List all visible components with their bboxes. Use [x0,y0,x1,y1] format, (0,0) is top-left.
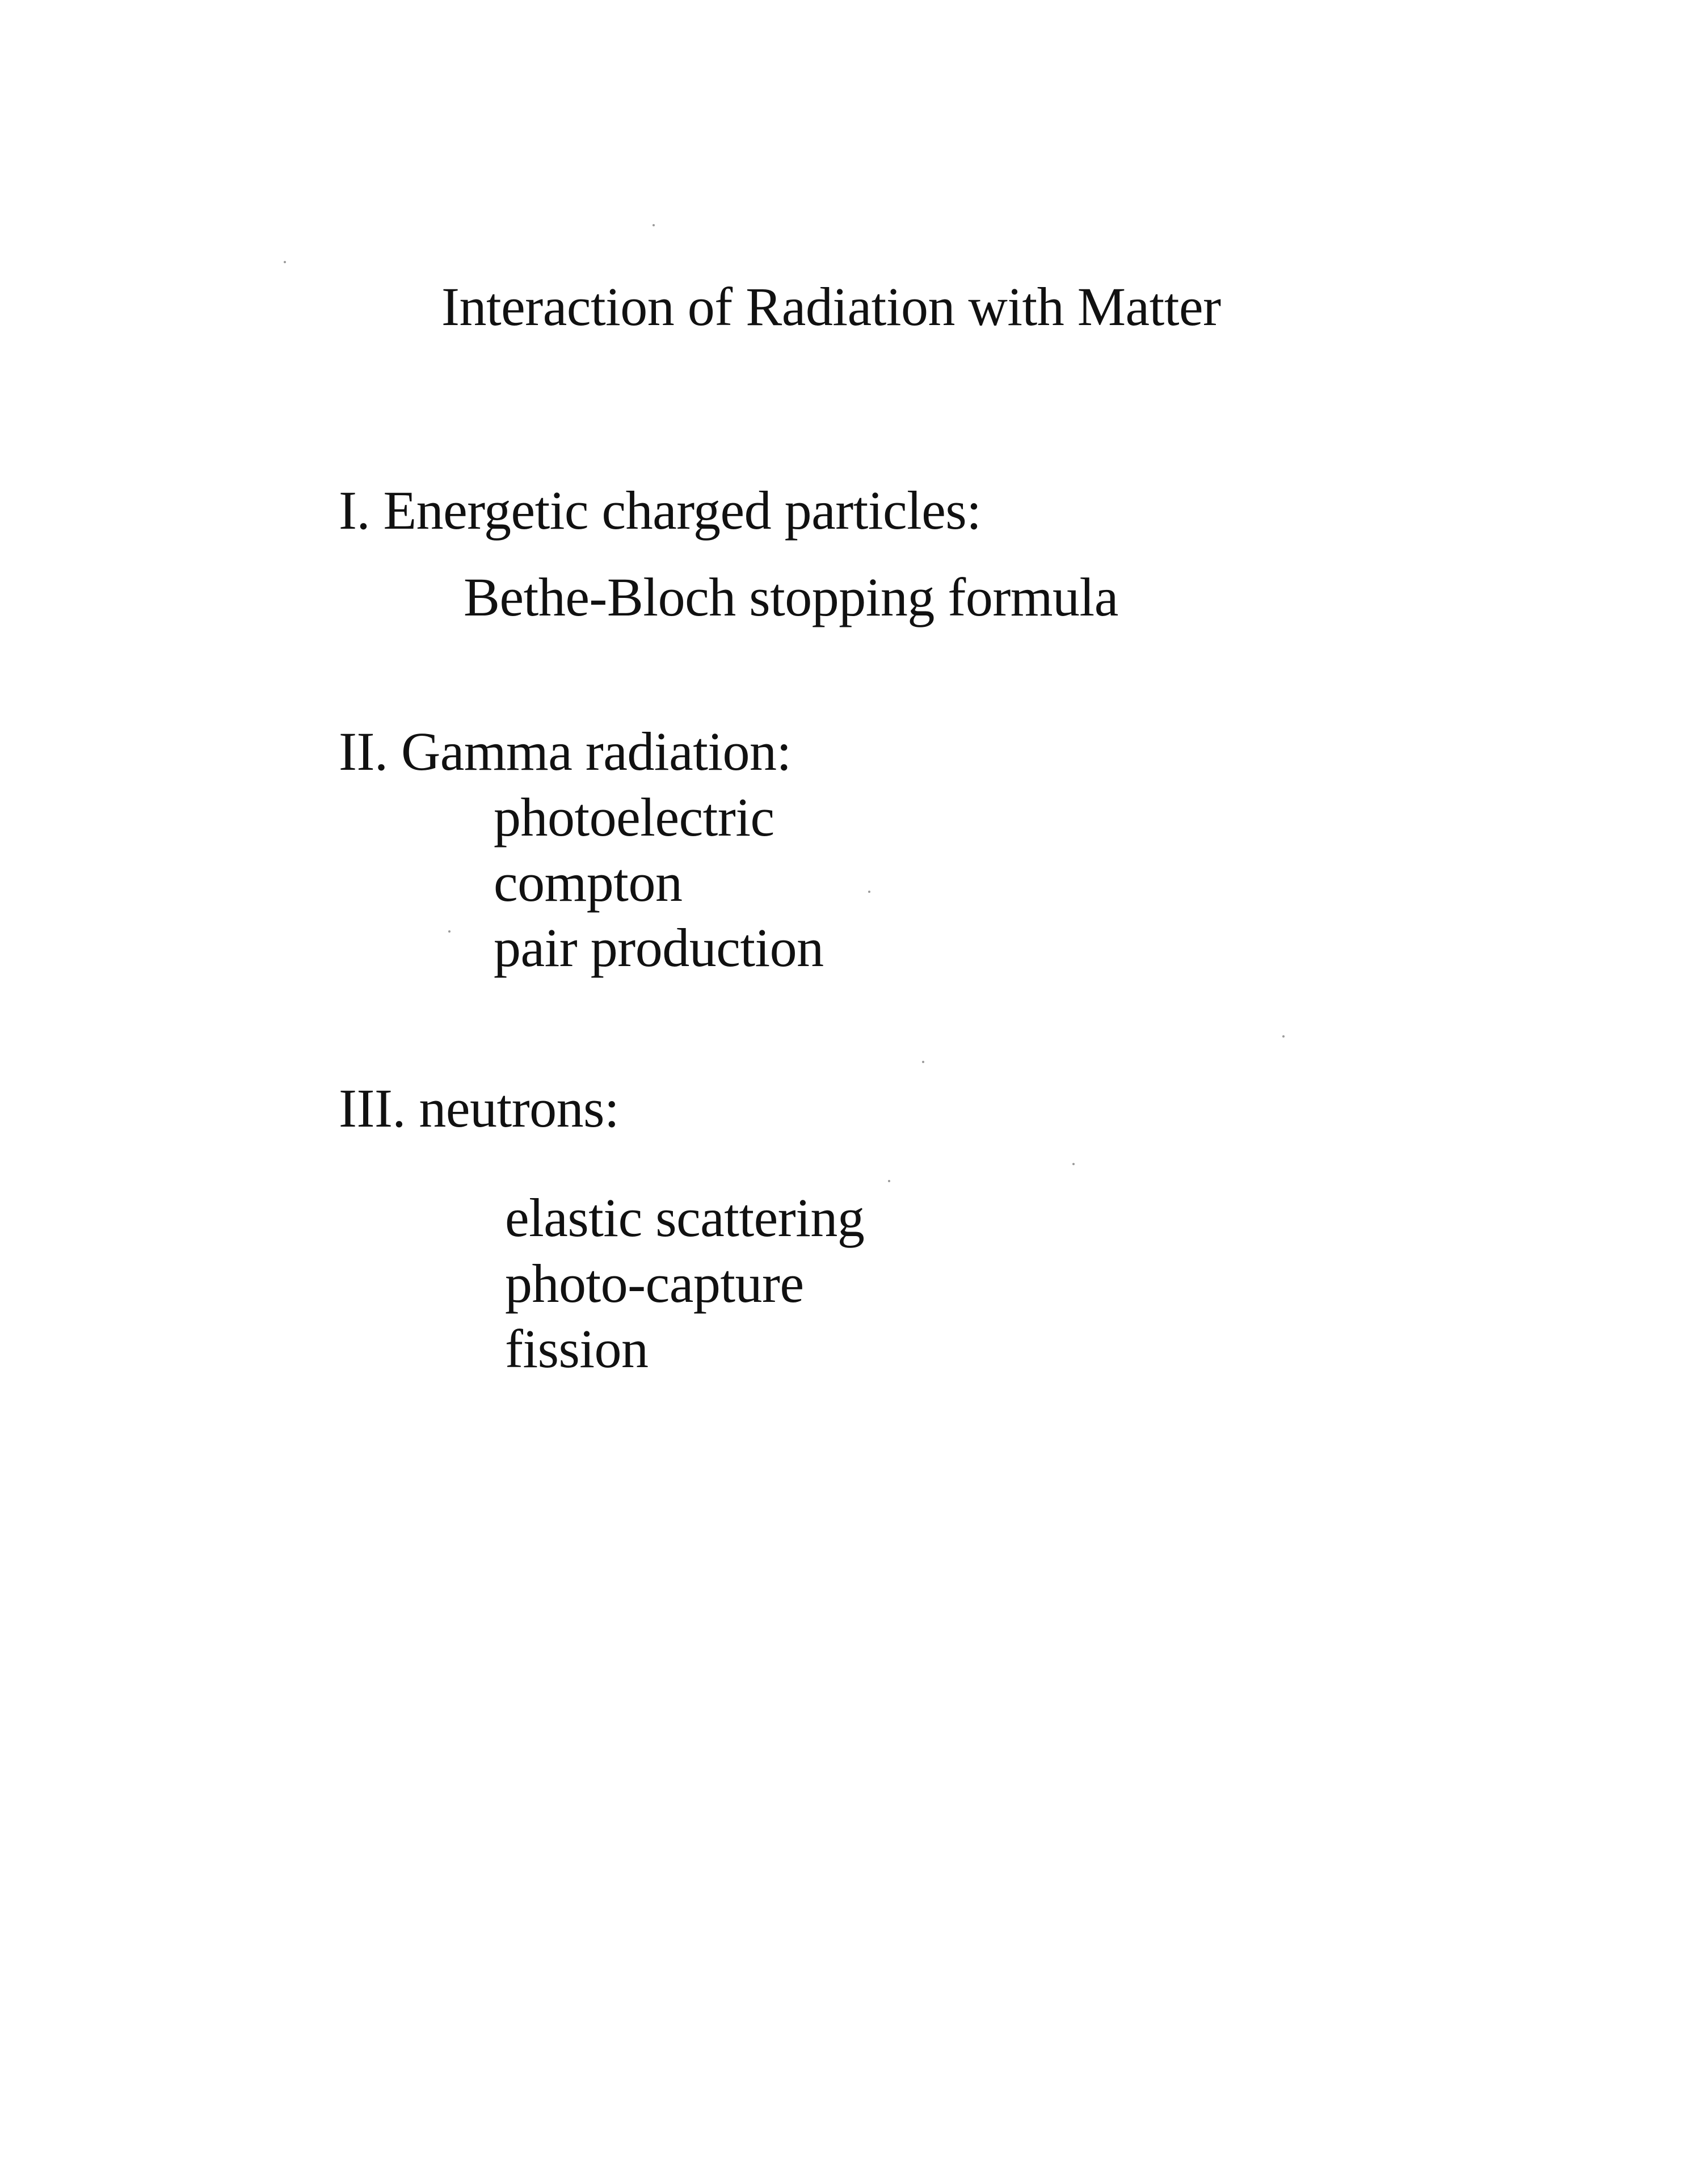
list-item-compton: compton [494,852,683,913]
list-item-pair-production: pair production [494,917,824,978]
scan-speck [1072,1163,1075,1165]
section-heading-neutrons: III. neutrons: [339,1078,620,1139]
list-item-photoelectric: photoelectric [494,787,774,848]
scan-speck [868,891,870,893]
scan-speck [653,224,655,226]
list-item-fission: fission [505,1318,649,1379]
scan-speck [1282,1035,1285,1038]
page-title: Interaction of Radiation with Matter [441,276,1221,337]
scan-speck [888,1180,890,1182]
scan-speck [448,930,451,933]
scan-speck [284,261,286,263]
scan-speck [922,1061,924,1063]
list-item-bethe-bloch: Bethe-Bloch stopping formula [464,567,1118,627]
section-heading-charged-particles: I. Energetic charged particles: [339,480,982,541]
list-item-elastic-scattering: elastic scattering [505,1187,865,1248]
section-heading-gamma-radiation: II. Gamma radiation: [339,721,792,782]
list-item-photo-capture: photo-capture [505,1253,804,1314]
